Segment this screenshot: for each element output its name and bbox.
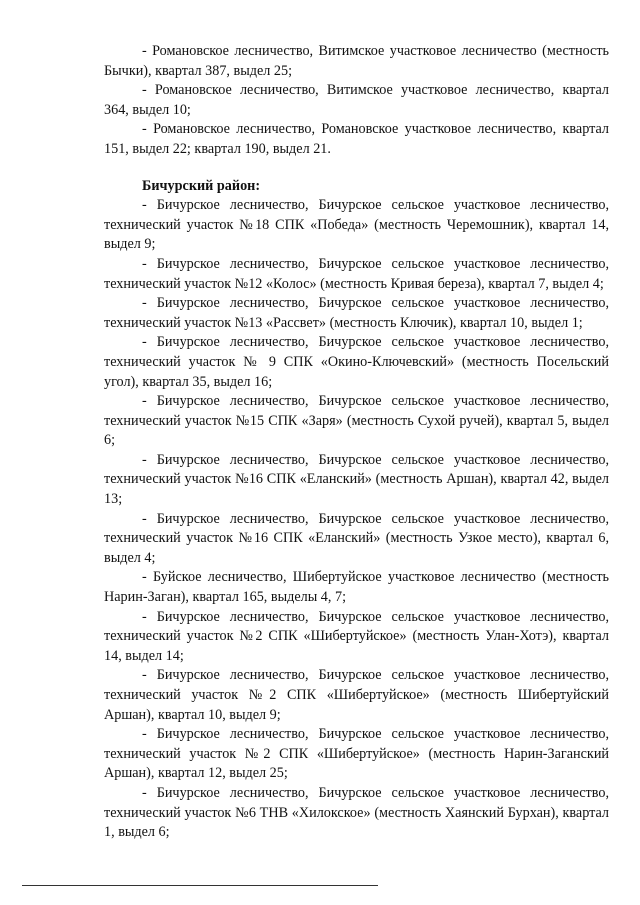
list-item: - Бичурское лесничество, Бичурское сельское участковое лесничество, технический участок №18 СПК «Победа» (местность Черемошник), квартал 14, выдел 9; [104, 197, 609, 253]
list-item: - Бичурское лесничество, Бичурское сельское участковое лесничество, технический участок №16 СПК «Еланский» (местность Узкое место), квартал 6, выдел 4; [104, 510, 609, 566]
list-item: - Романовское лесничество, Витимское участковое лесничество, квартал 364, выдел 10; [104, 82, 609, 118]
list-item: - Бичурское лесничество, Бичурское сельское участковое лесничество, технический участок №16 СПК «Еланский» (местность Аршан), квартал 42, выдел 13; [104, 451, 609, 508]
document-body [104, 42, 609, 843]
list-item: - Бичурское лесничество, Бичурское сельское участковое лесничество, технический участок №13 «Рассвет» (местность Ключик), квартал 10, выдел 1; [104, 295, 609, 331]
list-item: - Бичурское лесничество, Бичурское сельское участковое лесничество, технический участок №15 СПК «Заря» (местность Сухой ручей), квартал 5, выдел 6; [104, 393, 609, 449]
list-item: - Бичурское лесничество, Бичурское сельское участковое лесничество, технический участок №6 ТНВ «Хилокское» (местность Хаянский Бурхан), квартал 1, выдел 6; [104, 784, 609, 841]
list-item: - Бичурское лесничество, Бичурское сельское участковое лесничество, технический участок №2 СПК «Шибертуйское» (местность Улан-Хотэ), квартал 14, выдел 14; [104, 608, 609, 664]
list-item: - Буйское лесничество, Шибертуйское участковое лесничество (местность Нарин-Заган), квартал 165, выделы 4, 7; [104, 569, 609, 606]
list-item: - Романовское лесничество, Романовское участковое лесничество, квартал 151, выдел 22; квартал 190, выдел 21. [104, 121, 609, 157]
list-item: - Бичурское лесничество, Бичурское сельское участковое лесничество, технический участок №2 СПК «Шибертуйское» (местность Шибертуйский Аршан), квартал 10, выдел 9; [104, 667, 609, 723]
section-heading: Бичурский район: [142, 177, 261, 194]
list-item: - Бичурское лесничество, Бичурское сельское участковое лесничество, технический участок № 9 СПК «Окино-Ключевский» (местность Посельский угол), квартал 35, выдел 16; [104, 334, 609, 390]
list-item: - Бичурское лесничество, Бичурское сельское участковое лесничество, технический участок №12 «Колос» (местность Кривая береза), квартал 7, выдел 4; [104, 255, 609, 292]
list-item: - Романовское лесничество, Витимское участковое лесничество (местность Бычки), квартал 387, выдел 25; [104, 43, 609, 79]
list-item: - Бичурское лесничество, Бичурское сельское участковое лесничество, технический участок №2 СПК «Шибертуйское» (местность Нарин-Заганский Аршан), квартал 12, выдел 25; [104, 726, 609, 782]
footnote-divider [22, 885, 378, 886]
